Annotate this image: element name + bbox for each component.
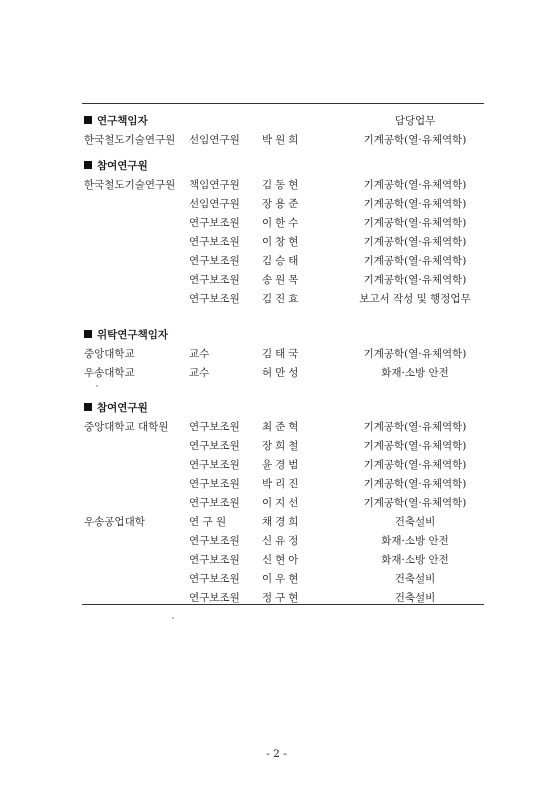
position-cell: 연구보조원 xyxy=(189,459,240,471)
section-heading: 위탁연구책임자 xyxy=(84,326,168,344)
table-row xyxy=(0,364,553,382)
table-row xyxy=(0,176,553,194)
name-cell: 박원희 xyxy=(262,134,302,146)
org-cell: 중앙대학교 xyxy=(84,348,135,360)
name-cell: 이한수 xyxy=(262,217,302,229)
position-cell: 선임연구원 xyxy=(189,134,240,146)
name-cell: 박리진 xyxy=(262,478,302,490)
duty-cell: 기계공학(열·유체역학) xyxy=(363,134,467,146)
duty-cell: 기계공학(열·유체역학) xyxy=(363,348,467,360)
duty-cell: 건축설비 xyxy=(394,516,436,528)
square-bullet-icon xyxy=(84,403,92,411)
duty-cell: 건축설비 xyxy=(394,573,436,585)
position-cell: 연구보조원 xyxy=(189,236,240,248)
org-cell: 중앙대학교 대학원 xyxy=(84,421,169,433)
name-cell: 장용준 xyxy=(262,198,302,210)
table-row xyxy=(0,271,553,289)
org-cell: 한국철도기술연구원 xyxy=(84,179,176,191)
table-row xyxy=(0,513,553,531)
position-cell: 연구보조원 xyxy=(189,440,240,452)
table-row xyxy=(0,418,553,436)
duty-cell: 기계공학(열·유체역학) xyxy=(363,198,467,210)
section-heading: 참여연구원 xyxy=(84,399,148,417)
scan-speck xyxy=(96,385,98,387)
position-cell: 연 구 원 xyxy=(189,516,227,528)
name-cell: 채경희 xyxy=(262,516,302,528)
page-number: - 2 - xyxy=(266,748,287,760)
duty-cell: 기계공학(열·유체역학) xyxy=(363,440,467,452)
position-cell: 연구보조원 xyxy=(189,478,240,490)
name-cell: 장희철 xyxy=(262,440,302,452)
position-cell: 연구보조원 xyxy=(189,217,240,229)
position-cell: 연구보조원 xyxy=(189,592,240,604)
name-cell: 신유정 xyxy=(262,535,302,547)
table-row xyxy=(0,131,553,149)
table-row xyxy=(0,252,553,270)
duty-cell: 화재·소방 안전 xyxy=(381,554,449,566)
table-row xyxy=(0,233,553,251)
table-row xyxy=(0,494,553,512)
table-row xyxy=(0,532,553,550)
position-cell: 연구보조원 xyxy=(189,274,240,286)
section-heading: 연구책임자 xyxy=(84,112,148,130)
duty-cell: 화재·소방 안전 xyxy=(381,535,449,547)
name-cell: 허만성 xyxy=(262,367,302,379)
duty-cell: 화재·소방 안전 xyxy=(381,367,449,379)
name-cell: 윤경범 xyxy=(262,459,302,471)
duty-cell: 기계공학(열·유체역학) xyxy=(363,236,467,248)
position-cell: 연구보조원 xyxy=(189,573,240,585)
org-cell: 한국철도기술연구원 xyxy=(84,134,176,146)
position-cell: 연구보조원 xyxy=(189,255,240,267)
position-cell: 책임연구원 xyxy=(189,179,240,191)
table-row xyxy=(0,195,553,213)
square-bullet-icon xyxy=(84,116,92,124)
bottom-rule xyxy=(82,604,484,605)
table-row xyxy=(0,475,553,493)
name-cell: 김진효 xyxy=(262,293,302,305)
duty-cell: 기계공학(열·유체역학) xyxy=(363,421,467,433)
square-bullet-icon xyxy=(84,330,92,338)
org-cell: 우송대학교 xyxy=(84,367,135,379)
duty-column-header: 담당업무 xyxy=(394,115,436,127)
name-cell: 김태국 xyxy=(262,348,302,360)
table-row xyxy=(0,551,553,569)
duty-cell: 기계공학(열·유체역학) xyxy=(363,217,467,229)
duty-cell: 기계공학(열·유체역학) xyxy=(363,478,467,490)
table-row xyxy=(0,214,553,232)
position-cell: 연구보조원 xyxy=(189,293,240,305)
name-cell: 김승태 xyxy=(262,255,302,267)
position-cell: 선임연구원 xyxy=(189,198,240,210)
duty-cell: 기계공학(열·유체역학) xyxy=(363,179,467,191)
table-row xyxy=(0,437,553,455)
name-cell: 송원목 xyxy=(262,274,302,286)
position-cell: 교수 xyxy=(189,348,210,360)
position-cell: 교수 xyxy=(189,367,210,379)
name-cell: 이지선 xyxy=(262,497,302,509)
duty-cell: 기계공학(열·유체역학) xyxy=(363,255,467,267)
duty-cell: 기계공학(열·유체역학) xyxy=(363,274,467,286)
table-row xyxy=(0,345,553,363)
position-cell: 연구보조원 xyxy=(189,535,240,547)
name-cell: 이우현 xyxy=(262,573,302,585)
table-row xyxy=(0,456,553,474)
duty-cell: 건축설비 xyxy=(394,592,436,604)
top-rule xyxy=(82,103,484,104)
name-cell: 정구현 xyxy=(262,592,302,604)
name-cell: 신현아 xyxy=(262,554,302,566)
name-cell: 이창현 xyxy=(262,236,302,248)
duty-cell: 보고서 작성 및 행정업무 xyxy=(359,293,471,305)
table-row xyxy=(0,570,553,588)
scan-speck xyxy=(172,617,174,619)
position-cell: 연구보조원 xyxy=(189,554,240,566)
name-cell: 최준혁 xyxy=(262,421,302,433)
org-cell: 우송공업대학 xyxy=(84,516,145,528)
square-bullet-icon xyxy=(84,161,92,169)
name-cell: 김동현 xyxy=(262,179,302,191)
position-cell: 연구보조원 xyxy=(189,421,240,433)
table-row xyxy=(0,290,553,308)
duty-cell: 기계공학(열·유체역학) xyxy=(363,459,467,471)
position-cell: 연구보조원 xyxy=(189,497,240,509)
duty-cell: 기계공학(열·유체역학) xyxy=(363,497,467,509)
section-heading: 참여연구원 xyxy=(84,157,148,175)
